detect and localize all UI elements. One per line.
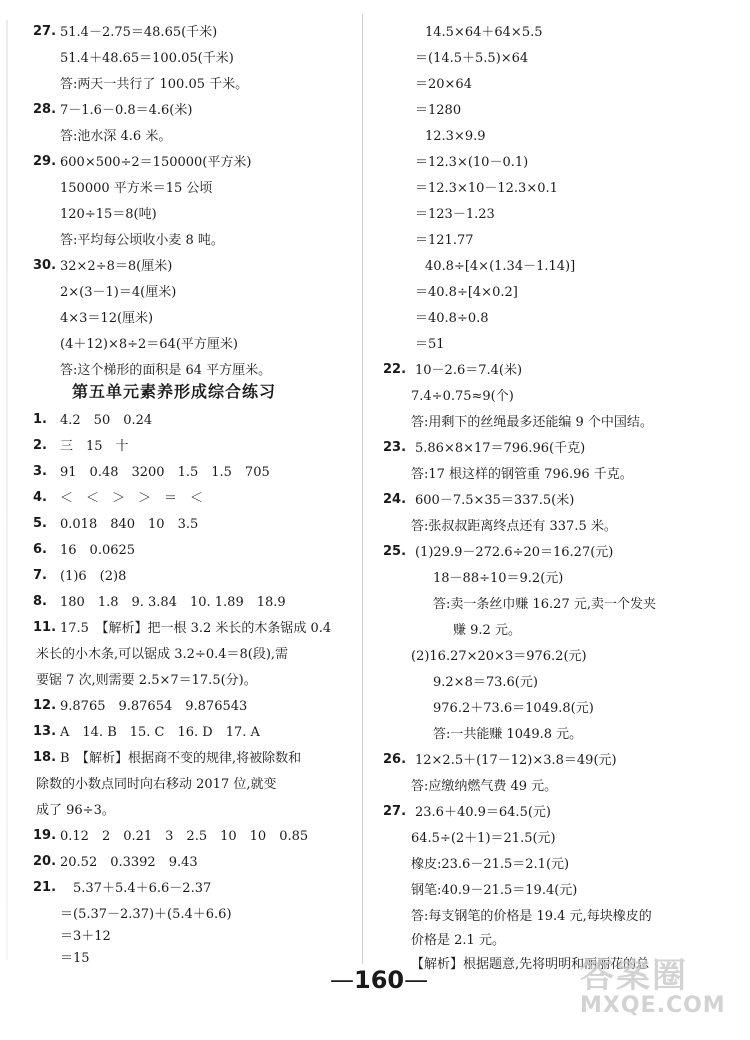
answer-line: 价格是 2.1 元。 bbox=[411, 933, 505, 948]
section-title: 第五单元素养形成综合练习 bbox=[72, 382, 277, 401]
answer-line: 9.8765 9.87654 9.876543 bbox=[60, 699, 248, 714]
answer-line: 答:每支钢笔的价格是 19.4 元,每块橡皮的 bbox=[411, 909, 652, 924]
watermark bbox=[580, 948, 726, 1018]
answer-line: 5.86×8×17＝796.96(千克) bbox=[415, 441, 586, 456]
answer-line: 976.2＋73.6＝1049.8(元) bbox=[433, 701, 594, 716]
answer-line: ＝20×64 bbox=[415, 77, 472, 92]
answer-line: 600×500÷2＝150000(平方米) bbox=[60, 155, 252, 170]
item-number: 25. bbox=[383, 544, 407, 559]
answer-line: 20.52 0.3392 9.43 bbox=[60, 855, 198, 870]
answer-line: 12×2.5＋(17－12)×3.8＝49(元) bbox=[415, 753, 617, 768]
answer-line: 答:17 根这样的钢管重 796.96 千克。 bbox=[411, 467, 633, 482]
answer-line: 除数的小数点同时向右移动 2017 位,就变 bbox=[36, 777, 277, 792]
page-number-value: 160 bbox=[354, 966, 405, 994]
item-number: 18. bbox=[33, 750, 57, 765]
answer-line: 答:应缴纳燃气费 49 元。 bbox=[411, 779, 558, 794]
item-number: 27. bbox=[383, 804, 407, 819]
answer-line: 答:平均每公顷收小麦 8 吨。 bbox=[60, 233, 224, 248]
answer-line: 0.12 2 0.21 3 2.5 10 10 0.85 bbox=[60, 829, 309, 844]
answer-line: (2)16.27×20×3＝976.2(元) bbox=[411, 649, 587, 664]
answer-line: 橡皮:23.6－21.5＝2.1(元) bbox=[411, 857, 570, 872]
answer-line: 答:这个梯形的面积是 64 平方厘米。 bbox=[60, 363, 272, 378]
watermark-url: MXQE.COM bbox=[580, 993, 726, 1018]
answer-line: 32×2÷8＝8(厘米) bbox=[60, 259, 173, 274]
answer-line: 9.2×8＝73.6(元) bbox=[433, 675, 538, 690]
item-number: 8. bbox=[33, 594, 47, 609]
answer-line: 12.3×9.9 bbox=[425, 129, 486, 144]
answer-line: 米长的小木条,可以锯成 3.2÷0.4＝8(段),需 bbox=[36, 647, 289, 662]
answer-line: 三 15 十 bbox=[60, 439, 129, 454]
answer-line: ＝3＋12 bbox=[60, 929, 111, 944]
answer-line: 要锯 7 次,则需要 2.5×7＝17.5(分)。 bbox=[36, 673, 257, 688]
answer-line: 答:两天一共行了 100.05 千米。 bbox=[60, 77, 249, 92]
answer-line: ＝51 bbox=[415, 337, 445, 352]
answer-line: 150000 平方米＝15 公顷 bbox=[60, 181, 213, 196]
answer-line: 600－7.5×35＝337.5(米) bbox=[415, 493, 575, 508]
answer-line: 16 0.0625 bbox=[60, 543, 136, 558]
answer-line: ＝15 bbox=[60, 951, 90, 966]
item-number: 30. bbox=[33, 258, 57, 273]
answer-line: 答:一共能赚 1049.8 元。 bbox=[433, 727, 583, 742]
answer-line: 答:张叔叔距离终点还有 337.5 米。 bbox=[411, 519, 617, 534]
answer-line: 23.6＋40.9＝64.5(元) bbox=[415, 805, 551, 820]
answer-line: ＝12.3×10－12.3×0.1 bbox=[415, 181, 558, 196]
answer-line: 51.4＋48.65＝100.05(千米) bbox=[60, 51, 234, 66]
item-number: 6. bbox=[33, 542, 47, 557]
answer-line: ＝123－1.23 bbox=[415, 207, 495, 222]
answer-line: 成了 96÷3。 bbox=[36, 803, 115, 818]
answer-line: 【解析】根据题意,先将明明和丽丽花的总 bbox=[411, 957, 650, 972]
answer-line: 51.4－2.75＝48.65(千米) bbox=[60, 25, 218, 40]
item-number: 21. bbox=[33, 880, 57, 895]
answer-line: ＝40.8÷[4×0.2] bbox=[415, 285, 518, 300]
item-number: 26. bbox=[383, 752, 407, 767]
item-number: 28. bbox=[33, 102, 57, 117]
answer-line: ＝40.8÷0.8 bbox=[415, 311, 489, 326]
answer-line: 7－1.6－0.8＝4.6(米) bbox=[60, 103, 193, 118]
answer-line: 14.5×64＋64×5.5 bbox=[425, 25, 543, 40]
item-number: 13. bbox=[33, 724, 57, 739]
item-number: 19. bbox=[33, 828, 57, 843]
answer-line: A 14. B 15. C 16. D 17. A bbox=[60, 725, 260, 740]
answer-line: 40.8÷[4×(1.34－1.14)] bbox=[425, 259, 576, 274]
answer-line: 120÷15＝8(吨) bbox=[60, 207, 157, 222]
page-edge-shadow bbox=[6, 20, 8, 960]
answer-line: 17.5 【解析】把一根 3.2 米长的木条锯成 0.4 bbox=[60, 621, 332, 636]
answer-line: 180 1.8 9. 3.84 10. 1.89 18.9 bbox=[60, 595, 286, 610]
column-divider bbox=[362, 14, 363, 964]
answer-line: ＝(14.5＋5.5)×64 bbox=[415, 51, 529, 66]
answer-line: 4.2 50 0.24 bbox=[60, 413, 153, 428]
answer-line: 5.37＋5.4＋6.6－2.37 bbox=[60, 881, 212, 896]
answer-line: 91 0.48 3200 1.5 1.5 705 bbox=[60, 465, 270, 480]
answer-line: ＝121.77 bbox=[415, 233, 474, 248]
answer-line: 答:用剩下的丝绳最多还能编 9 个中国结。 bbox=[411, 415, 653, 430]
answer-line: ＝12.3×(10－0.1) bbox=[415, 155, 529, 170]
answer-line: 7.4÷0.75≈9(个) bbox=[411, 389, 514, 404]
answer-line: 18－88÷10＝9.2(元) bbox=[433, 571, 564, 586]
item-number: 7. bbox=[33, 568, 47, 583]
answer-line: 2×(3－1)＝4(厘米) bbox=[60, 285, 177, 300]
item-number: 27. bbox=[33, 24, 57, 39]
page-number: —160— bbox=[330, 966, 429, 994]
watermark-logo: 答案圈 bbox=[580, 956, 688, 996]
answer-line: (4＋12)×8÷2＝64(平方厘米) bbox=[60, 337, 238, 352]
item-number: 20. bbox=[33, 854, 57, 869]
item-number: 12. bbox=[33, 698, 57, 713]
item-number: 29. bbox=[33, 154, 57, 169]
answer-line: 答:池水深 4.6 米。 bbox=[60, 129, 172, 144]
answer-line: 钢笔:40.9－21.5＝19.4(元) bbox=[411, 883, 578, 898]
answer-line: ＝(5.37－2.37)＋(5.4＋6.6) bbox=[60, 907, 232, 922]
answer-line: ＝1280 bbox=[415, 103, 462, 118]
answer-line: 答:卖一条丝巾赚 16.27 元,卖一个发夹 bbox=[433, 597, 656, 612]
item-number: 5. bbox=[33, 516, 47, 531]
item-number: 3. bbox=[33, 464, 47, 479]
answer-line: 64.5÷(2＋1)＝21.5(元) bbox=[411, 831, 556, 846]
answer-line: (1)29.9－272.6÷20＝16.27(元) bbox=[415, 545, 614, 560]
answer-line: 赚 9.2 元。 bbox=[453, 623, 521, 638]
item-number: 23. bbox=[383, 440, 407, 455]
item-number: 4. bbox=[33, 490, 47, 505]
answer-line: ＜ ＜ ＞ ＞ ＝ ＜ bbox=[60, 491, 204, 506]
item-number: 24. bbox=[383, 492, 407, 507]
answer-line: 10－2.6＝7.4(米) bbox=[415, 363, 523, 378]
answer-line: B 【解析】根据商不变的规律,将被除数和 bbox=[60, 751, 302, 766]
item-number: 22. bbox=[383, 362, 407, 377]
answer-line: 0.018 840 10 3.5 bbox=[60, 517, 199, 532]
answer-line: 4×3＝12(厘米) bbox=[60, 311, 154, 326]
item-number: 2. bbox=[33, 438, 47, 453]
item-number: 11. bbox=[33, 620, 57, 635]
item-number: 1. bbox=[33, 412, 47, 427]
answer-line: (1)6 (2)8 bbox=[60, 569, 127, 584]
